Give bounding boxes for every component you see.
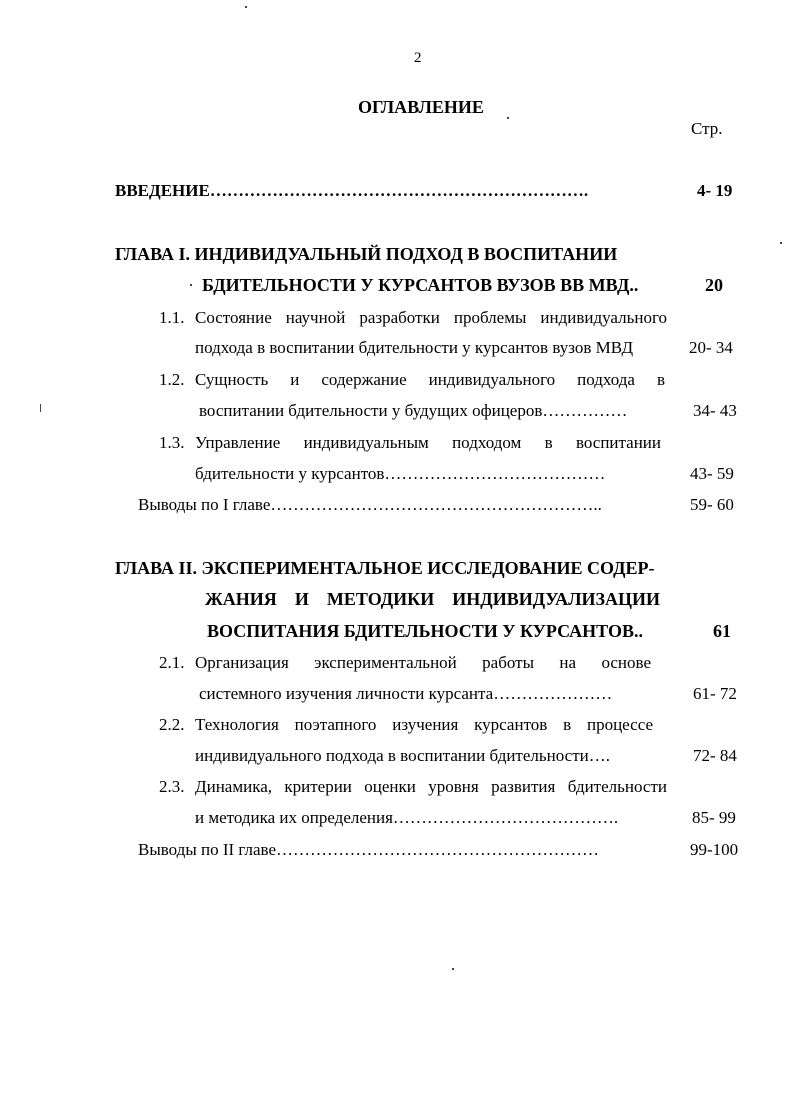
section-pages: 20- 34 bbox=[689, 338, 733, 357]
section-title-line2: индивидуального подхода в воспитании бдительности…. bbox=[195, 746, 610, 765]
chapter2-conclusions: Выводы по II главе………………………………………………… bbox=[138, 840, 600, 859]
section-title-line2: системного изучения личности курсанта………………… bbox=[199, 684, 613, 703]
section-number: 2.2. bbox=[159, 715, 185, 734]
chapter1-pages: 20 bbox=[705, 275, 723, 295]
scan-speck bbox=[190, 284, 192, 286]
intro-pages: 4- 19 bbox=[697, 181, 733, 200]
intro-entry: ВВЕДЕНИЕ…………………………………………………………. bbox=[115, 181, 589, 200]
scan-speck bbox=[507, 117, 509, 119]
scan-speck bbox=[40, 404, 41, 412]
chapter1-conclusions: Выводы по I главе………………………………………………….. bbox=[138, 495, 602, 514]
section-number: 1.1. bbox=[159, 308, 185, 327]
section-title-line1: Сущность и содержание индивидуального подхода в bbox=[195, 370, 665, 389]
chapter2-title-line3: ВОСПИТАНИЯ БДИТЕЛЬНОСТИ У КУРСАНТОВ.. bbox=[207, 621, 643, 641]
section-title-line1: Состояние научной разработки проблемы индивидуального bbox=[195, 308, 667, 327]
section-pages: 61- 72 bbox=[693, 684, 737, 703]
chapter2-conclusions-pages: 99-100 bbox=[690, 840, 739, 859]
section-pages: 85- 99 bbox=[692, 808, 736, 827]
section-title-line2: бдительности у курсантов………………………………… bbox=[195, 464, 606, 483]
chapter2-pages: 61 bbox=[713, 621, 731, 641]
section-title-line2: воспитании бдительности у будущих офицеров…………… bbox=[199, 401, 628, 420]
toc-title: ОГЛАВЛЕНИЕ bbox=[358, 97, 484, 117]
section-number: 2.1. bbox=[159, 653, 185, 672]
section-pages: 34- 43 bbox=[693, 401, 737, 420]
section-number: 1.3. bbox=[159, 433, 185, 452]
section-number: 1.2. bbox=[159, 370, 185, 389]
page-column-label: Стр. bbox=[691, 119, 723, 138]
chapter1-title-line2: БДИТЕЛЬНОСТИ У КУРСАНТОВ ВУЗОВ ВВ МВД.. bbox=[202, 275, 639, 295]
chapter2-title-line2: ЖАНИЯ И МЕТОДИКИ ИНДИВИДУАЛИЗАЦИИ bbox=[205, 589, 660, 609]
scan-speck bbox=[452, 968, 454, 970]
section-pages: 43- 59 bbox=[690, 464, 734, 483]
section-title-line2: и методика их определения…………………………………. bbox=[195, 808, 619, 827]
section-title-line1: Технология поэтапного изучения курсантов в процессе bbox=[195, 715, 653, 734]
section-title-line1: Организация экспериментальной работы на основе bbox=[195, 653, 651, 672]
page-number: 2 bbox=[414, 50, 422, 66]
scan-speck bbox=[245, 6, 247, 8]
chapter1-title-line1: ГЛАВА I. ИНДИВИДУАЛЬНЫЙ ПОДХОД В ВОСПИТАНИИ bbox=[115, 244, 618, 264]
section-number: 2.3. bbox=[159, 777, 185, 796]
section-pages: 72- 84 bbox=[693, 746, 737, 765]
scan-speck bbox=[780, 242, 782, 244]
section-title-line1: Управление индивидуальным подходом в воспитании bbox=[195, 433, 661, 452]
chapter2-title-line1: ГЛАВА II. ЭКСПЕРИМЕНТАЛЬНОЕ ИССЛЕДОВАНИЕ СОДЕР- bbox=[115, 558, 655, 578]
section-title-line2: подхода в воспитании бдительности у курсантов вузов МВД bbox=[195, 338, 634, 357]
chapter1-conclusions-pages: 59- 60 bbox=[690, 495, 734, 514]
section-title-line1: Динамика, критерии оценки уровня развития бдительности bbox=[195, 777, 667, 796]
